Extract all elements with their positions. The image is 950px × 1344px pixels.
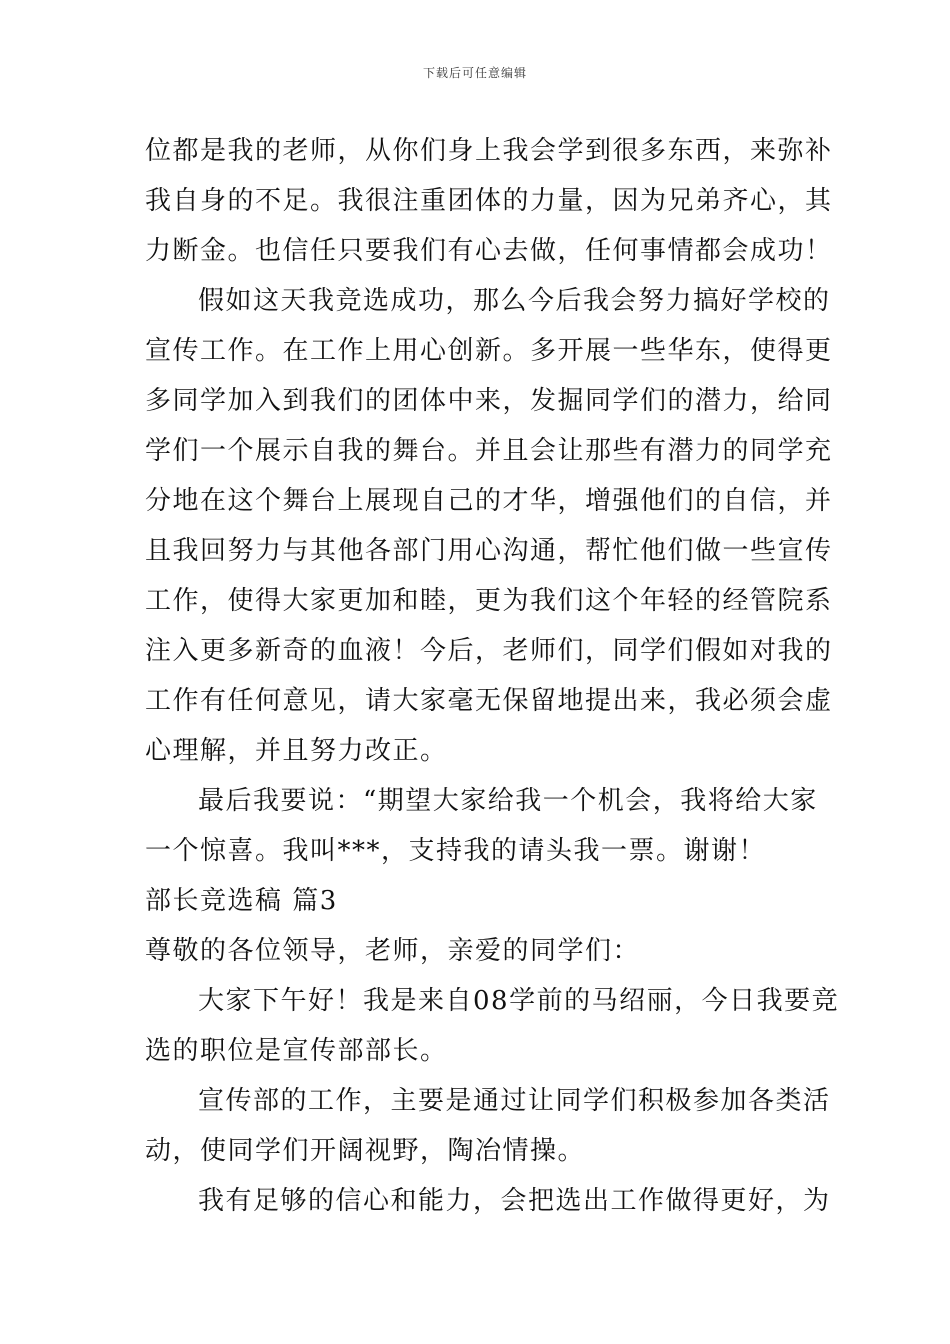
text-line: 宣传工作。在工作上用心创新。多开展一些华东，使得更 <box>145 336 833 366</box>
section-heading: 部长竞选稿 篇3 <box>145 886 338 916</box>
text-line: 力断金。也信任只要我们有心去做，任何事情都会成功！ <box>145 236 833 266</box>
text-line: 注入更多新奇的血液！今后，老师们，同学们假如对我的 <box>145 636 833 666</box>
text-line: 多同学加入到我们的团体中来，发掘同学们的潜力，给同 <box>145 386 833 416</box>
salutation-line: 尊敬的各位领导，老师，亲爱的同学们： <box>145 936 641 966</box>
document-body <box>145 126 840 1226</box>
text-line: 分地在这个舞台上展现自己的才华，增强他们的自信，并 <box>145 486 833 516</box>
paragraph-start-line: 最后我要说：“期望大家给我一个机会，我将给大家 <box>198 786 818 816</box>
text-line: 位都是我的老师，从你们身上我会学到很多东西，来弥补 <box>145 136 833 166</box>
page-header: 下载后可任意编辑 <box>422 66 527 80</box>
text-line: 我自身的不足。我很注重团体的力量，因为兄弟齐心，其 <box>145 186 833 216</box>
paragraph-start-line: 宣传部的工作，主要是通过让同学们积极参加各类活 <box>198 1086 831 1116</box>
text-line: 学们一个展示自我的舞台。并且会让那些有潜力的同学充 <box>145 436 833 466</box>
paragraph-start-line: 我有足够的信心和能力，会把选出工作做得更好，为 <box>198 1186 831 1216</box>
text-line: 选的职位是宣传部部长。 <box>145 1036 448 1066</box>
text-line: 工作，使得大家更加和睦，更为我们这个年轻的经管院系 <box>145 586 833 616</box>
text-line: 一个惊喜。我叫***，支持我的请头我一票。谢谢！ <box>145 836 767 866</box>
text-line: 工作有任何意见，请大家毫无保留地提出来，我必须会虚 <box>145 686 833 716</box>
paragraph-start-line: 假如这天我竞选成功，那么今后我会努力搞好学校的 <box>198 286 831 316</box>
text-line: 且我回努力与其他各部门用心沟通，帮忙他们做一些宣传 <box>145 536 833 566</box>
paragraph-start-line: 大家下午好！我是来自08学前的马绍丽，今日我要竞 <box>198 986 840 1016</box>
text-line: 动，使同学们开阔视野，陶冶情操。 <box>145 1136 586 1166</box>
text-line: 心理解，并且努力改正。 <box>145 736 448 766</box>
